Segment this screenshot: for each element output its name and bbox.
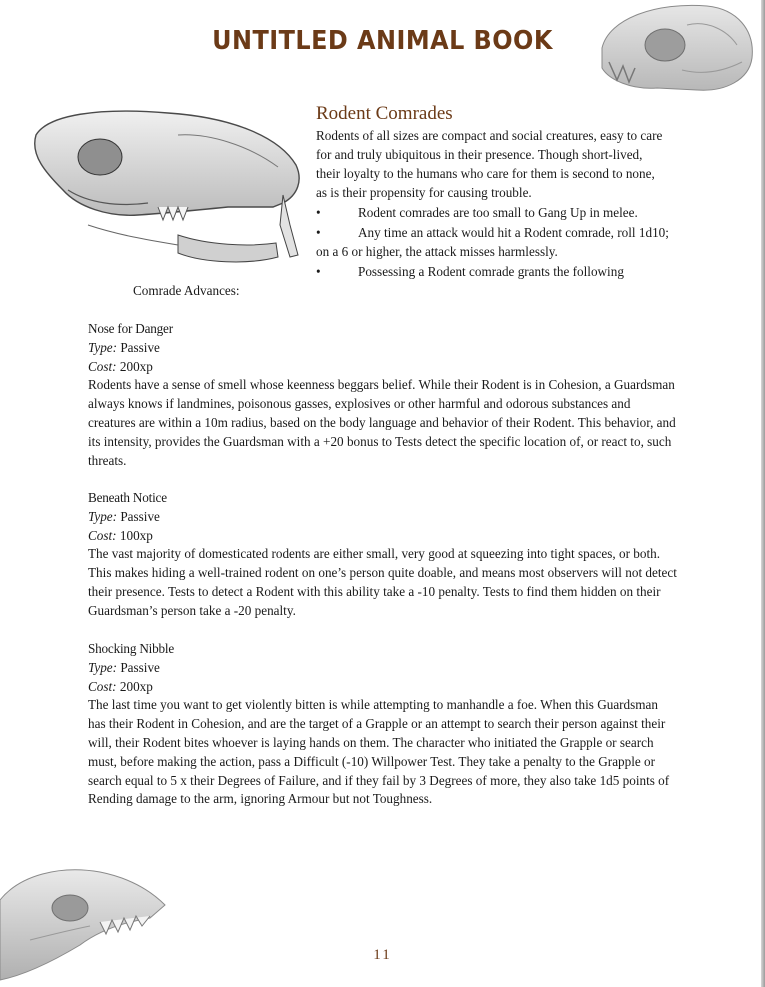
page-number: 11: [373, 947, 392, 963]
page-edge-shadow: [761, 0, 765, 987]
bullet-item: • Any time an attack would hit a Rodent comrade, roll 1d10; on a 6 or higher, the attack misses harmlessly.: [316, 224, 669, 259]
advance-cost-label: Cost:: [88, 358, 117, 374]
comrade-advances-caption: Comrade Advances:: [133, 283, 240, 298]
advance-name: Nose for Danger: [88, 321, 173, 336]
rule-bullet-list: [316, 203, 676, 281]
advance-cost-label: Cost:: [88, 527, 117, 543]
advance-beneath-notice: [88, 489, 678, 621]
advance-cost: 200xp: [119, 358, 153, 374]
bullet-item: • Possessing a Rodent comrade grants the following: [316, 262, 676, 282]
cat-skull-icon: [587, 0, 757, 100]
advance-cost: 200xp: [119, 678, 153, 694]
book-title: UNTITLED ANIMAL BOOK: [212, 26, 553, 56]
advance-cost: 100xp: [119, 527, 153, 543]
advance-name: Beneath Notice: [88, 490, 167, 505]
advance-cost-label: Cost:: [88, 678, 117, 694]
advance-type-label: Type:: [88, 508, 118, 524]
advance-description: Rodents have a sense of smell whose keenness beggars belief. While their Rodent is in Cohesion, a Guardsman always knows if landmines, poisonous gasses, explosives or other harmful and odorous substances and creatures are within a 10m radius, based on the body language and behavior of their Rodent. This behavior, and its intensity, provides the Guardsman with a +20 bonus to Tests detect the specific location of, or react to, such threats.: [88, 377, 676, 468]
advance-type: Passive: [120, 339, 160, 355]
advance-type: Passive: [120, 508, 160, 524]
advance-description: The vast majority of domesticated rodents are either small, very good at squeezing into tight spaces, or both. This makes hiding a well-trained rodent on one’s person quite doable, and means most observers will not detect their presence. Tests to detect a Rodent with this ability take a -10 penalty. Tests to find them hidden on their Guardsman’s person take a -20 penalty.: [88, 546, 677, 618]
dog-skull-icon: [0, 860, 175, 987]
bullet-icon: •: [316, 224, 321, 240]
bullet-icon: •: [316, 205, 321, 220]
advance-type-label: Type:: [88, 339, 118, 355]
advance-name: Shocking Nibble: [88, 641, 175, 656]
advance-nose-for-danger: [88, 320, 678, 470]
advance-description: The last time you want to get violently bitten is while attempting to manhandle a foe. When this Guardsman has their Rodent in Cohesion, and are the target of a Grapple or an attempt to search their person against their will, their Rodent bites whoever is laying hands on them. The character who initiated the Grapple or search must, before making the action, pass a Difficult (-10) Willpower Test. They take a penalty to the Grapple or search equal to 5 x their Degrees of Failure, and if they fail by 3 Degrees of more, they also take 1d5 points of Rending damage to the arm, ignoring Armour but not Toughness.: [88, 697, 670, 807]
advance-type: Passive: [120, 659, 160, 675]
section-intro: Rodents of all sizes are compact and social creatures, easy to care for and truly ubiquitous in their presence. Though short-lived, their loyalty to the humans who care for them is second to none, as is their propensity for causing trouble.: [316, 128, 663, 200]
rat-skull-icon: [28, 95, 308, 275]
bullet-icon: •: [316, 263, 321, 279]
advance-type-label: Type:: [88, 659, 118, 675]
advance-shocking-nibble: [88, 640, 678, 809]
section-heading: Rodent Comrades: [316, 103, 453, 124]
bullet-item: • Rodent comrades are too small to Gang Up in melee.: [316, 203, 676, 223]
